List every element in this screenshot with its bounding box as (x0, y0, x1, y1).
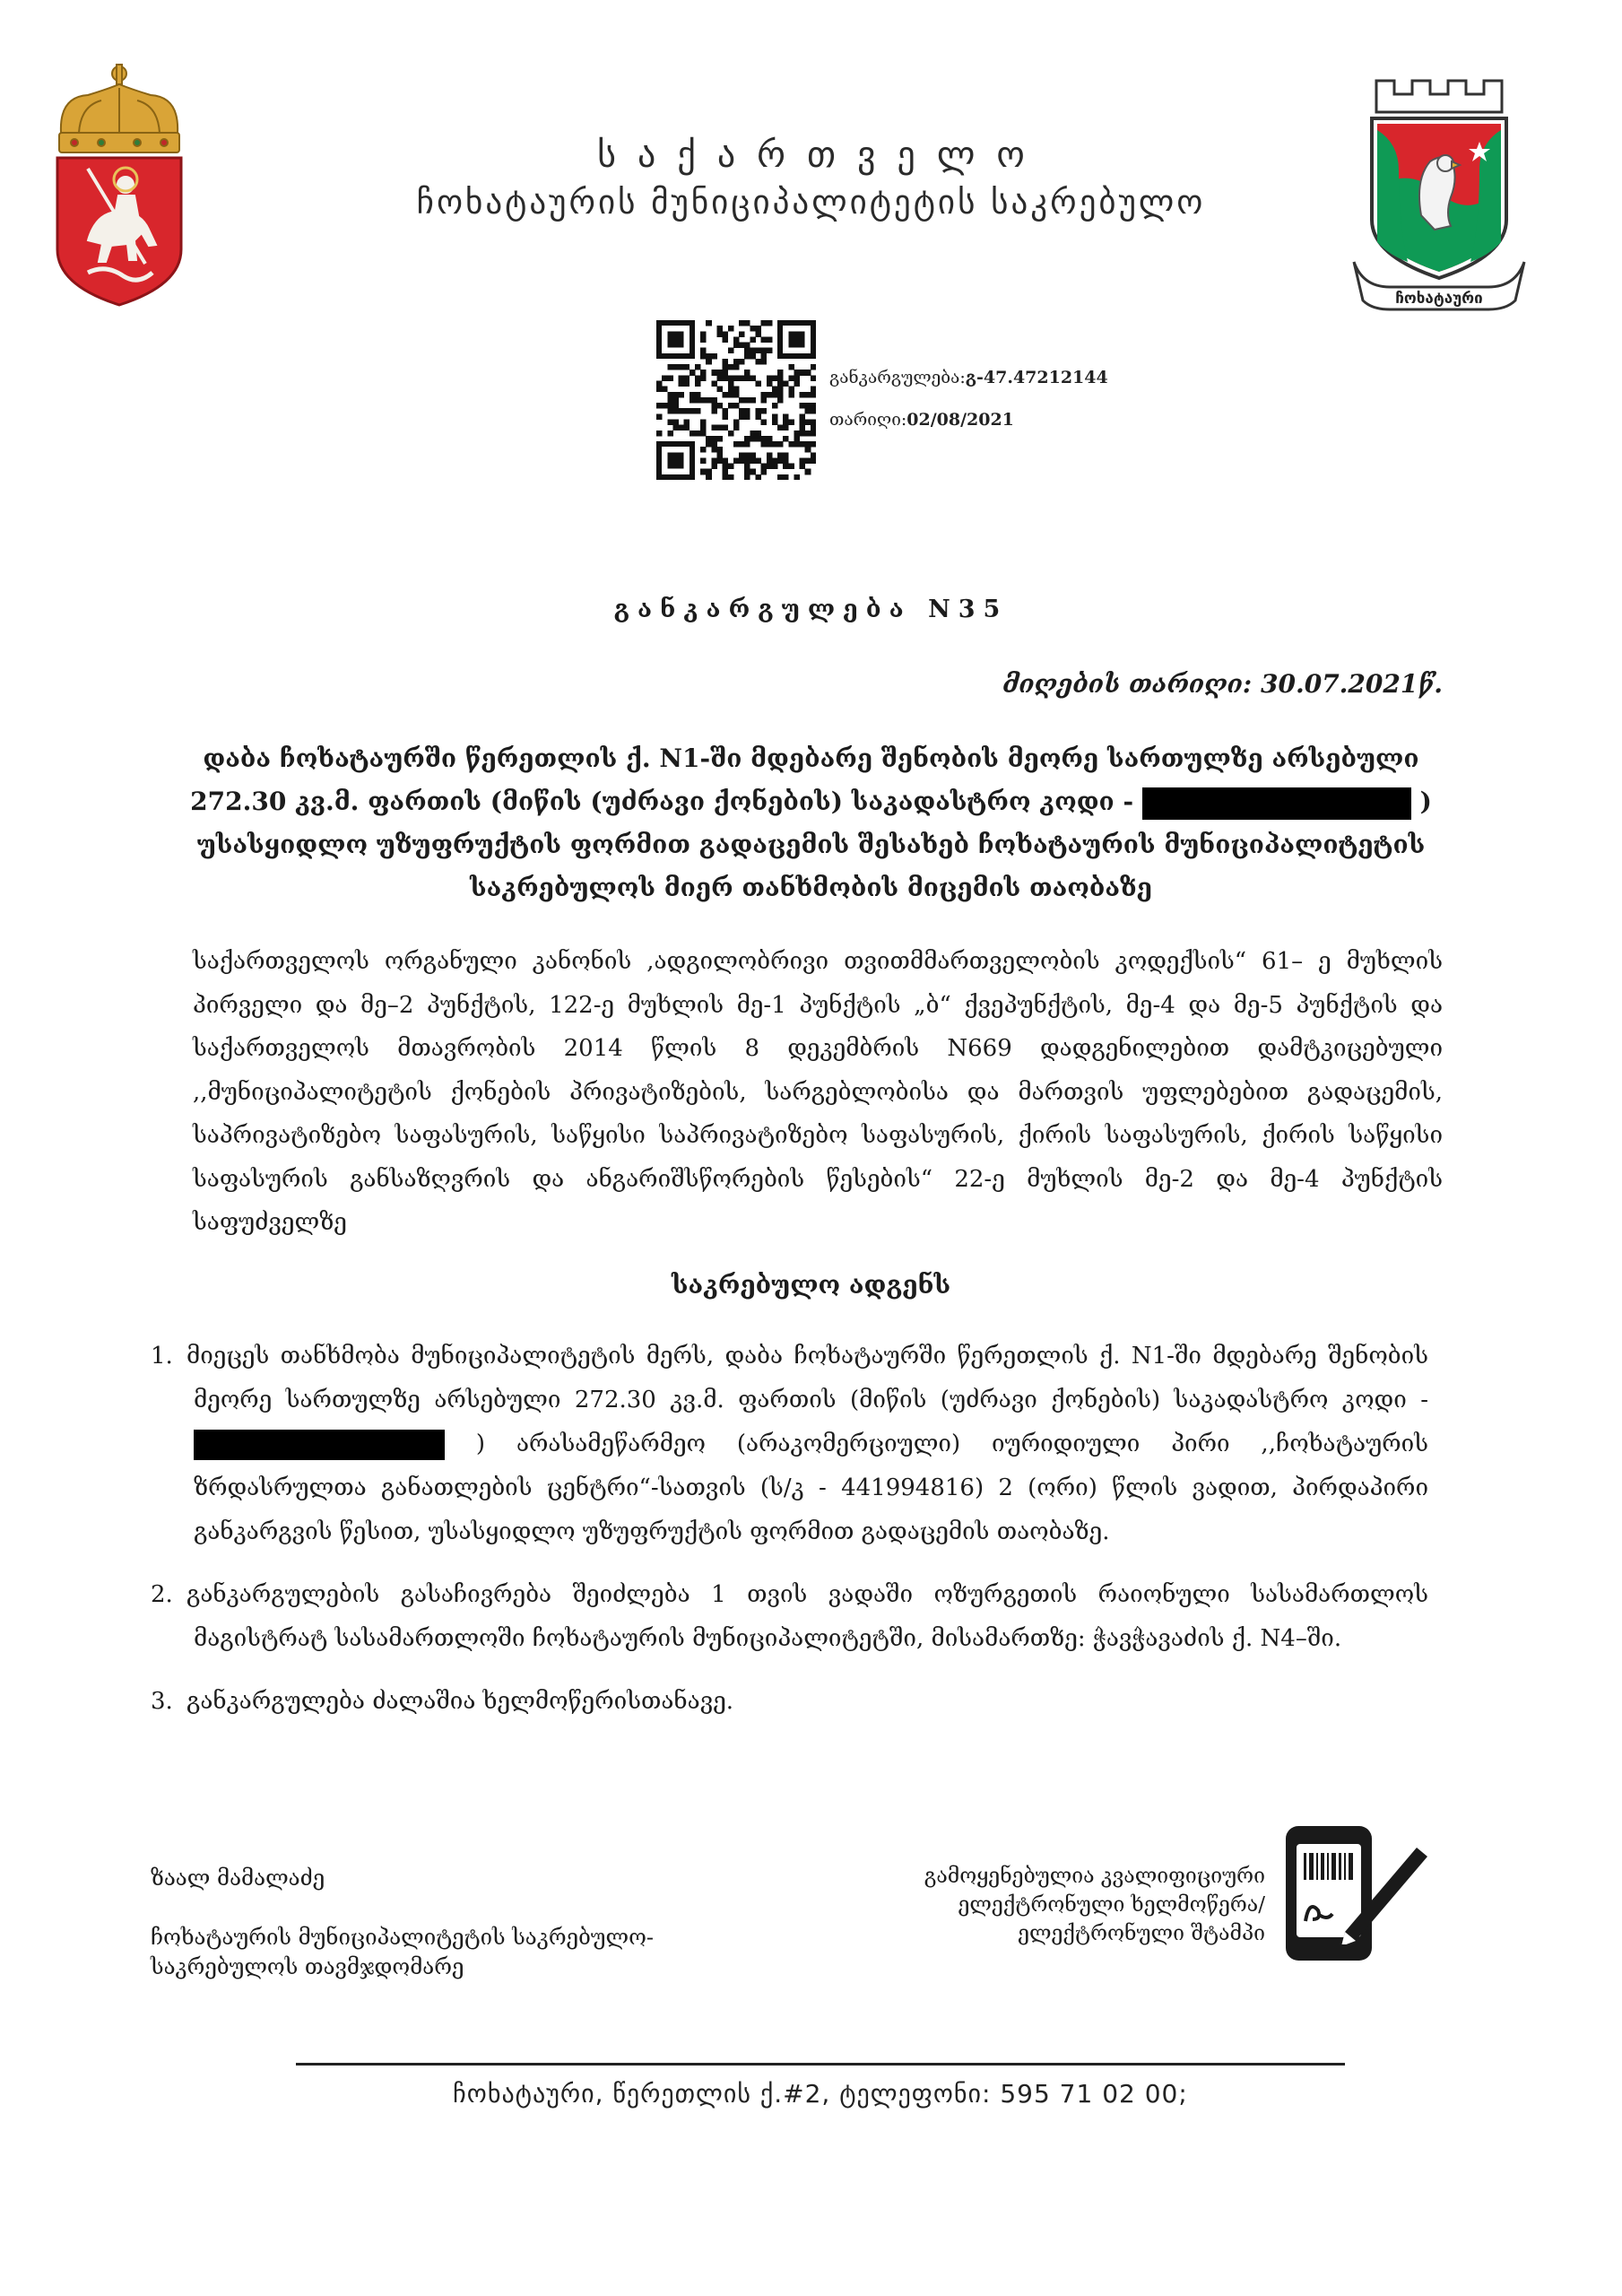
order-date-label: თარიღი: (829, 410, 907, 430)
footer-divider (296, 2063, 1345, 2066)
position-line: ჩოხატაურის მუნიციპალიტეტის საკრებულო- (151, 1925, 655, 1950)
mobile-signature-icon (1282, 1821, 1430, 1969)
decision-item (151, 1573, 1428, 1661)
subject-text-part2: ) უსასყიდლო უზუფრუქტის ფორმით გადაცემის შესახებ ჩოხატაურის მუნიციპალიტეტის საკრებულოს მიერ თანხმობის მიცემის თაობაზე (196, 787, 1432, 902)
signatory-position (151, 1923, 778, 1982)
adoption-date: მიღების თარიღი: 30.07.2021წ. (1002, 669, 1443, 699)
item-number: 3. (151, 1688, 173, 1715)
item-text-part1: მიეცეს თანხმობა მუნიციპალიტეტის მერს, დაბა ჩოხატაურში წერეთლის ქ. N1-ში მდებარე შენობის მეორე სართულზე არსებული 272.30 კვ.მ. ფართის (მიწის (უძრავი ქონების) საკადასტრო კოდი - (186, 1343, 1428, 1413)
item-text-part2: ) არასამეწარმეო (არაკომერციული) იურიდიული პირი ,,ჩოხატაურის ზრდასრულთა განათლების ცენტრი“-სათვის (ს/კ - 441994816) 2 (ორი) წლის ვადით, პირდაპირი განკარგვის წესით, უსასყიდლო უზუფრუქტის ფორმით გადაცემის თაობაზე. (194, 1431, 1428, 1545)
document-subject (179, 737, 1443, 909)
signatory-name: ზაალ მამალაძე (151, 1866, 325, 1891)
decision-heading: საკრებულო ადგენს (671, 1270, 951, 1300)
order-date-value: 02/08/2021 (906, 410, 1014, 430)
esign-line: ელექტრონული შტამპი (1018, 1922, 1265, 1945)
document-title: განკარგულება N35 (613, 596, 1009, 623)
electronic-signature-note (799, 1862, 1265, 1948)
esign-line: გამოყენებულია კვალიფიციური (924, 1865, 1265, 1888)
qr-code-icon (656, 320, 816, 480)
footer-address: ჩოხატაური, წერეთლის ქ.#2, ტელეფონი: 595 71 02 00; (453, 2079, 1188, 2109)
item-text: განკარგულება ძალაშია ხელმოწერისთანავე. (186, 1688, 734, 1715)
item-text: განკარგულების გასაჩივრება შეიძლება 1 თვის ვადაში ოზურგეთის რაიონული სასამართლოს მაგისტრატ სასამართლოში ჩოხატაურის მუნიციპალიტეტში, მისამართზე: ჭავჭავაძის ქ. N4–ში. (186, 1581, 1428, 1652)
redacted-cadastral-code (194, 1430, 445, 1460)
subject-text-part1: დაბა ჩოხატაურში წერეთლის ქ. N1-ში მდებარე შენობის მეორე სართულზე არსებული 272.30 კვ.მ. ფართის (მიწის (უძრავი ქონების) საკადასტრო კოდი - (190, 744, 1419, 816)
position-line: საკრებულოს თავმჯდომარე (151, 1954, 464, 1979)
item-number: 2. (151, 1581, 173, 1608)
legal-basis-paragraph: საქართველოს ორგანული კანონის ,ადგილობრივი თვითმმართველობის კოდექსის“ 61– ე მუხლის პირველი და მე–2 პუნქტის, 122-ე მუხლის მე-1 პუნქტის „ბ“ ქვეპუნქტის, მე-4 და მე-5 პუნქტის და საქართველოს მთავრობის 2014 წლის 8 დეკემბრის N669 დადგენილებით დამტკიცებული ,,მუნიციპალიტეტის ქონების პრივატიზების, სარგებლობისა და მართვის უფლებებით გადაცემის, საპრივატიზებო საფასურის, საწყისი საპრივატიზებო საფასურის, ქირის საფასურის, ქირის საწყისი საფასურის განსაზღვრის და ანგარიშსწორების წესების“ 22-ე მუხლის მე-2 და მე-4 პუნქტის საფუძველზე (193, 948, 1443, 1236)
redacted-cadastral-code (1142, 787, 1411, 820)
decision-item (151, 1680, 1428, 1724)
order-number-value: გ-47.47212144 (965, 368, 1108, 387)
order-number-label: განკარგულება: (829, 368, 966, 387)
country-heading: საქართველო (597, 135, 1046, 176)
esign-line: ელექტრონული ხელმოწერა/ (958, 1893, 1265, 1917)
item-number: 1. (151, 1343, 173, 1370)
council-heading: ჩოხატაურის მუნიციპალიტეტის საკრებულო (416, 183, 1206, 222)
decision-items (151, 1335, 1428, 1743)
order-number-line (829, 368, 1108, 387)
chokhatauri-coat-of-arms-icon (1345, 63, 1533, 314)
emblem-caption: ჩოხატაური (1395, 290, 1483, 308)
order-date-line (829, 410, 1014, 430)
decision-item (151, 1335, 1428, 1554)
